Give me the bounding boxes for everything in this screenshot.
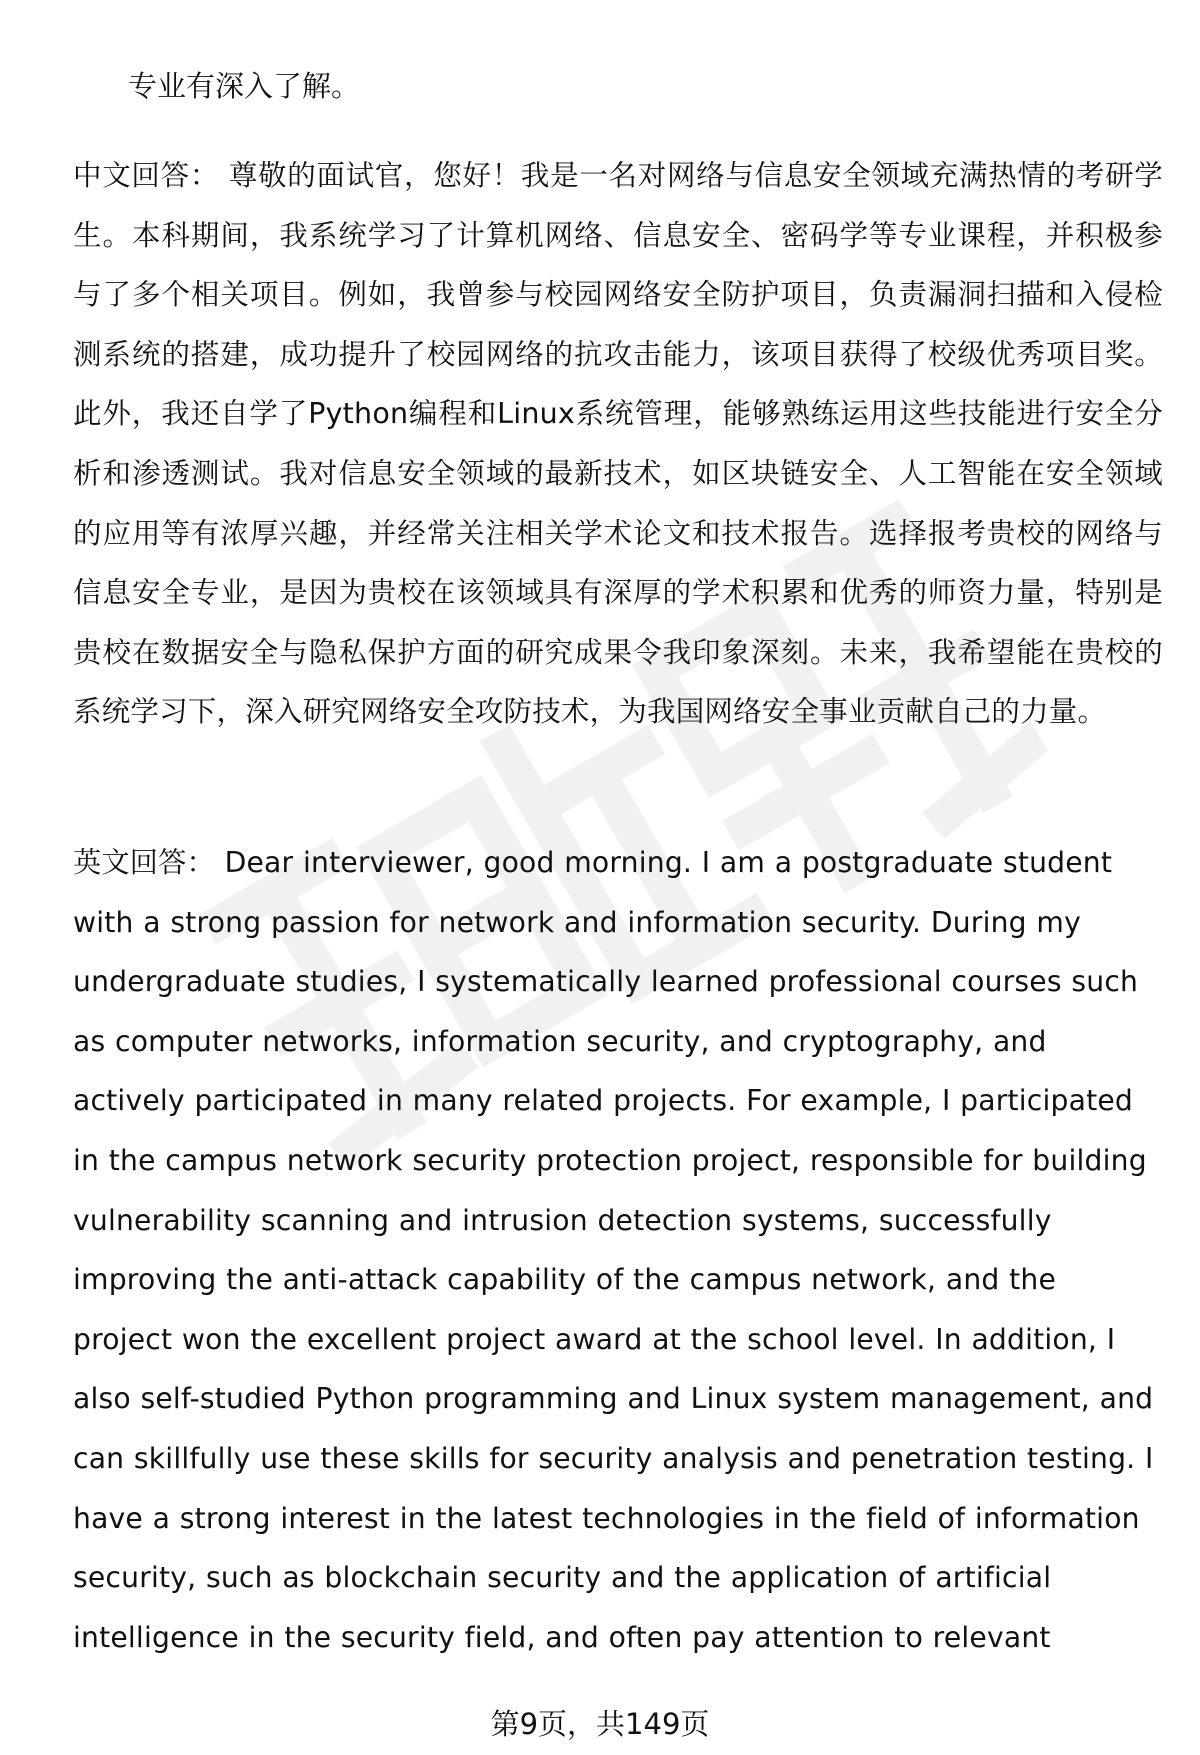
english-answer-label: 英文回答： bbox=[73, 846, 215, 879]
english-answer-text: Dear interviewer, good morning. I am a postgraduate student with a strong passion for network and information security. During my undergraduate studies, I systematically learned professional courses such as computer networks, information security, and cryptography, and actively participated in many related projects. For example, I participated in the campus network security protection project, responsible for building vulnerability scanning and intrusion detection systems, successfully improving the anti-attack capability of the campus network, and the project won the excellent project award at the school level. In addition, I also self-studied Python programming and Linux system management, and can skillfully use these skills for security analysis and penetration testing. I have a strong interest in the latest technologies in the field of information security, such as blockchain security and the application of artificial intelligence in the security field, and often pay attention to relevant bbox=[73, 846, 1154, 1654]
chinese-answer-text: 尊敬的面试官，您好！我是一名对网络与信息安全领域充满热情的考研学生。本科期间，我系统学习了计算机网络、信息安全、密码学等专业课程，并积极参与了多个相关项目。例如，我曾参与校园网络安全防护项目，负责漏洞扫描和入侵检测系统的搭建，成功提升了校园网络的抗攻击能力，该项目获得了校级优秀项目奖。此外，我还自学了Python编程和Linux系统管理，能够熟练运用这些技能进行安全分析和渗透测试。我对信息安全领域的最新技术，如区块链安全、人工智能在安全领域的应用等有浓厚兴趣，并经常关注相关学术论文和技术报告。选择报考贵校的网络与信息安全专业，是因为贵校在该领域具有深厚的学术积累和优秀的师资力量，特别是贵校在数据安全与隐私保护方面的研究成果令我印象深刻。未来，我希望能在贵校的系统学习下，深入研究网络安全攻防技术，为我国网络安全事业贡献自己的力量。 bbox=[73, 159, 1163, 729]
english-answer-paragraph bbox=[73, 833, 1163, 1667]
chinese-answer-label: 中文回答： bbox=[73, 159, 220, 192]
continuation-text: 专业有深入了解。 bbox=[128, 69, 361, 103]
chinese-answer-paragraph bbox=[73, 146, 1163, 742]
page-indicator: 第9页，共149页 bbox=[490, 1707, 710, 1741]
